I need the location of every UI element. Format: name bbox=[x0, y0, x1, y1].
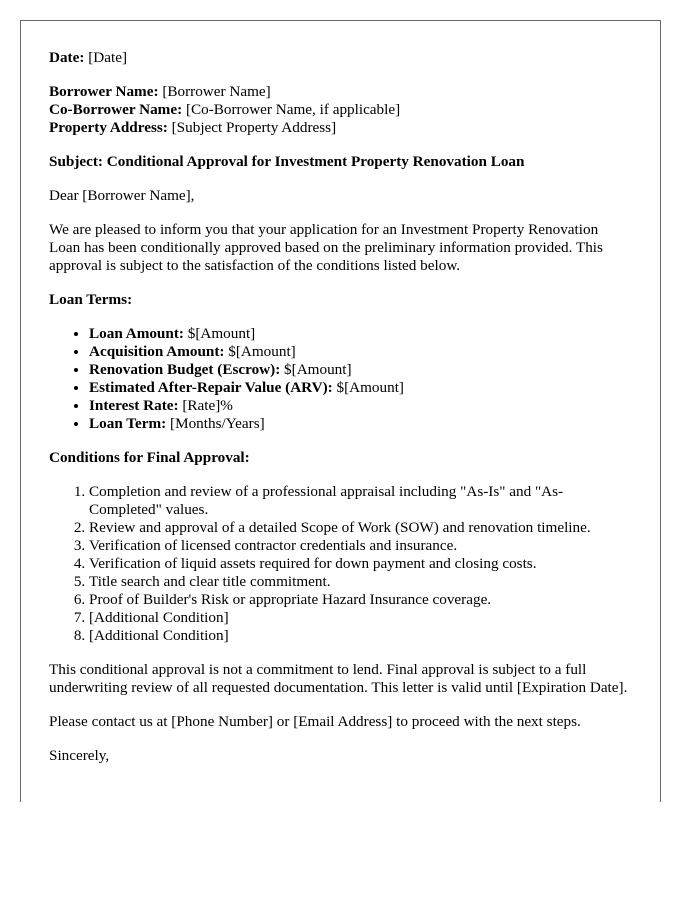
loan-terms-list bbox=[49, 325, 632, 433]
condition-item: 3. Verification of licensed contractor credentials and insurance. bbox=[89, 537, 632, 555]
loan-term-label: Acquisition Amount: bbox=[89, 343, 225, 360]
borrower-name-line bbox=[49, 83, 632, 101]
subject-text: Subject: Conditional Approval for Investment Property Renovation Loan bbox=[49, 153, 525, 170]
co-borrower-name-label: Co-Borrower Name: bbox=[49, 101, 183, 118]
date-line bbox=[49, 49, 632, 67]
greeting: Dear [Borrower Name], bbox=[49, 187, 195, 204]
condition-item: 4. Verification of liquid assets required for down payment and closing costs. bbox=[89, 555, 632, 573]
borrower-name-label: Borrower Name: bbox=[49, 83, 159, 100]
subject-line bbox=[49, 153, 632, 171]
contact-paragraph: Please contact us at [Phone Number] or [Email Address] to proceed with the next steps. bbox=[49, 713, 581, 730]
conditions-list bbox=[49, 483, 632, 645]
borrower-name-value: [Borrower Name] bbox=[162, 83, 271, 100]
loan-term-label: Renovation Budget (Escrow): bbox=[89, 361, 281, 378]
date-label: Date: bbox=[49, 49, 85, 66]
property-address-label: Property Address: bbox=[49, 119, 168, 136]
loan-term-value: $[Amount] bbox=[284, 361, 352, 378]
co-borrower-name-value: [Co-Borrower Name, if applicable] bbox=[185, 101, 401, 118]
condition-item: 8. [Additional Condition] bbox=[89, 627, 632, 645]
loan-term-item bbox=[89, 343, 632, 361]
loan-term-label: Loan Term: bbox=[89, 415, 167, 432]
loan-terms-heading bbox=[49, 291, 632, 309]
approval-letter bbox=[20, 20, 661, 802]
date-value: [Date] bbox=[88, 49, 128, 66]
co-borrower-name-line bbox=[49, 101, 632, 119]
conditions-heading-text: Conditions for Final Approval: bbox=[49, 449, 250, 466]
condition-item: 2. Review and approval of a detailed Scope of Work (SOW) and renovation timeline. bbox=[89, 519, 632, 537]
property-address-value: [Subject Property Address] bbox=[171, 119, 337, 136]
loan-term-value: [Months/Years] bbox=[170, 415, 265, 432]
loan-term-label: Interest Rate: bbox=[89, 397, 179, 414]
loan-term-label: Estimated After-Repair Value (ARV): bbox=[89, 379, 333, 396]
loan-term-value: $[Amount] bbox=[228, 343, 296, 360]
loan-term-label: Loan Amount: bbox=[89, 325, 184, 342]
intro-paragraph: We are pleased to inform you that your application for an Investment Property Renovation Loan has been conditionally approved based on the preliminary information provided. This approval is subject to the satisfaction of the conditions listed below. bbox=[49, 221, 603, 274]
loan-term-item bbox=[89, 415, 632, 433]
party-details bbox=[49, 83, 632, 137]
loan-term-item bbox=[89, 379, 632, 397]
condition-item: 1. Completion and review of a professional appraisal including "As-Is" and "As-Completed" values. bbox=[89, 483, 632, 519]
property-address-line bbox=[49, 119, 632, 137]
disclaimer-paragraph: This conditional approval is not a commitment to lend. Final approval is subject to a full underwriting review of all requested documentation. This letter is valid until [Expiration Date]. bbox=[49, 661, 628, 696]
loan-term-value: $[Amount] bbox=[187, 325, 256, 342]
loan-term-value: $[Amount] bbox=[336, 379, 404, 396]
loan-term-item bbox=[89, 361, 632, 379]
condition-item: 5. Title search and clear title commitment. bbox=[89, 573, 632, 591]
closing: Sincerely, bbox=[49, 747, 110, 764]
condition-item: 7. [Additional Condition] bbox=[89, 609, 632, 627]
condition-item: 6. Proof of Builder's Risk or appropriate Hazard Insurance coverage. bbox=[89, 591, 632, 609]
loan-term-item bbox=[89, 397, 632, 415]
loan-term-value: [Rate]% bbox=[182, 397, 233, 414]
conditions-heading bbox=[49, 449, 632, 467]
loan-terms-heading-text: Loan Terms: bbox=[49, 291, 133, 308]
loan-term-item bbox=[89, 325, 632, 343]
